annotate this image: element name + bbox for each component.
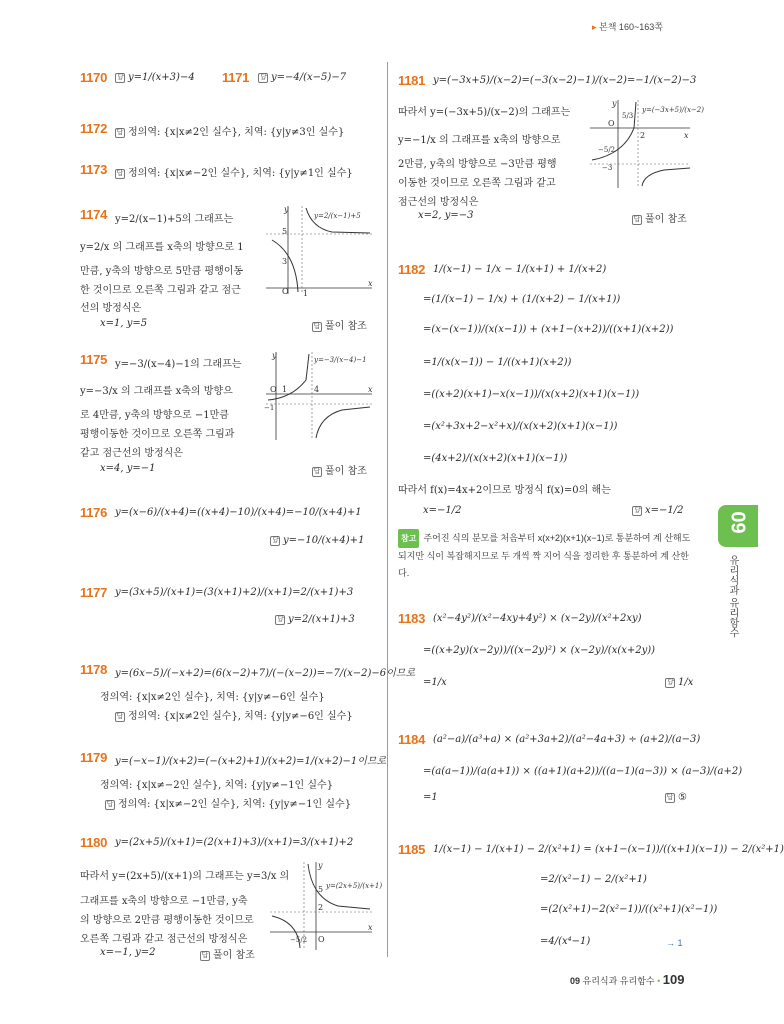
- solution-line: y=(6x−5)/(−x+2)=(6(x−2)+7)/(−(x−2))=−7/(x−2)−6이므로: [115, 668, 416, 679]
- problem-answer: 답 정의역: {x|x≠−2인 실수}, 치역: {y|y≠1인 실수}: [116, 168, 353, 179]
- solution-line: 1/(x−1) − 1/(x+1) − 2/(x²+1) = (x+1−(x−1))/((x+1)(x−1)) − 2/(x²+1): [433, 844, 784, 855]
- solution-line: =((x+2)(x+1)−x(x−1))/(x(x+2)(x+1)(x−1)): [423, 389, 640, 400]
- problem-number: 1172: [80, 121, 108, 136]
- problem-number: 1170: [80, 70, 108, 85]
- continue-arrow: → 1: [666, 938, 683, 948]
- svg-text:O: O: [282, 287, 289, 296]
- answer-icon: 답: [666, 794, 674, 801]
- answer-icon: 답: [633, 507, 641, 514]
- problem-number: 1185: [398, 842, 426, 857]
- solution-line: 한 것이므로 오른쪽 그림과 같고 점근: [80, 285, 241, 296]
- chapter-tab-number: 09: [726, 511, 749, 534]
- solution-line: 오른쪽 그림과 같고 점근선의 방정식은: [80, 934, 248, 945]
- problem-number: 1180: [80, 835, 108, 850]
- problem-number: 1173: [80, 162, 108, 177]
- solution-line: 정의역: {x|x≠−2인 실수}, 치역: {y|y≠−1인 실수}: [100, 780, 334, 791]
- svg-text:−1: −1: [264, 404, 275, 412]
- problem-number: 1181: [398, 73, 426, 88]
- note-box: [398, 529, 698, 582]
- graph-label: y=(2x+5)/(x+1): [326, 882, 383, 890]
- svg-text:x: x: [368, 385, 373, 394]
- solution-line: =1: [423, 792, 438, 803]
- answer-icon: 답: [633, 216, 641, 223]
- solution-line: =(x²+3x+2−x²+x)/(x(x+2)(x+1)(x−1)): [423, 421, 618, 432]
- chapter-tab-label: 유리식과 유리함수: [727, 555, 738, 638]
- solution-line: y=(−3x+5)/(x−2)=(−3(x−2)−1)/(x−2)=−1/(x−2)−3: [433, 75, 697, 86]
- asymptote-answer: x=−1, y=2: [100, 947, 156, 958]
- problem-answer: 답 정의역: {x|x≠2인 실수}, 치역: {y|y≠3인 실수}: [116, 127, 345, 138]
- asymptote-answer: x=2, y=−3: [418, 210, 474, 221]
- answer-icon: 답: [259, 74, 267, 81]
- solution-line: y=2/x 의 그래프를 x축의 방향으로 1: [80, 242, 244, 253]
- svg-text:2: 2: [640, 131, 646, 140]
- problem-number: 1176: [80, 505, 108, 520]
- svg-text:O: O: [608, 119, 615, 128]
- solution-line: 이동한 것이므로 오른쪽 그림과 같고: [398, 178, 556, 189]
- solution-line: 선의 방정식은: [80, 303, 142, 314]
- solution-line: 따라서 y=(−3x+5)/(x−2)의 그래프는: [398, 107, 571, 118]
- see-solution: 답 풀이 참조: [313, 321, 367, 332]
- answer-icon: 답: [116, 170, 124, 177]
- solution-line: 2만큼, y축의 방향으로 −3만큼 평행: [398, 159, 557, 170]
- solution-line: 1/(x−1) − 1/x − 1/(x+1) + 1/(x+2): [433, 264, 607, 275]
- graph-1174: [262, 204, 374, 296]
- svg-text:−5/2: −5/2: [290, 936, 308, 944]
- solution-line: =1/(x(x−1)) − 1/((x+1)(x+2)): [423, 357, 572, 368]
- graph-label: y=(−3x+5)/(x−2): [642, 106, 704, 114]
- problem-answer: 답 1/x: [666, 677, 694, 688]
- svg-text:x: x: [368, 279, 373, 288]
- graph-label: y=−3/(x−4)−1: [314, 356, 367, 364]
- svg-text:5/3: 5/3: [622, 112, 634, 120]
- solution-line: =4/(x⁴−1): [540, 936, 591, 947]
- answer-icon: 답: [116, 129, 124, 136]
- solution-line: 따라서 y=(2x+5)/(x+1)의 그래프는 y=3/x 의: [80, 871, 290, 882]
- solution-line: x=−1/2: [423, 505, 462, 516]
- footer: [570, 972, 684, 987]
- graph-label: y=2/(x−1)+5: [314, 212, 361, 220]
- problem-number: 1174: [80, 207, 108, 222]
- svg-text:y: y: [284, 205, 289, 214]
- answer-icon: 답: [271, 537, 279, 544]
- solution-line: (x²−4y²)/(x²−4xy+4y²) × (x−2y)/(x²+2xy): [433, 613, 642, 624]
- answer-icon: 답: [313, 323, 321, 330]
- solution-line: 정의역: {x|x≠2인 실수}, 치역: {y|y≠−6인 실수}: [100, 692, 325, 703]
- solution-line: =(a(a−1))/(a(a+1)) × ((a+1)(a+2))/((a−1)(a−3)) × (a−3)/(a+2): [423, 766, 743, 777]
- problem-answer: 답 y=−4/(x−5)−7: [259, 72, 347, 83]
- problem-answer: 답 y=2/(x+1)+3: [276, 614, 355, 625]
- solution-line: 로 4만큼, y축의 방향으로 −1만큼: [80, 410, 229, 421]
- solution-line: 의 방향으로 2만큼 평행이동한 것이므로: [80, 915, 254, 926]
- solution-line: (a²−a)/(a³+a) × (a²+3a+2)/(a²−4a+3) ÷ (a+2)/(a−3): [433, 734, 701, 745]
- svg-text:O: O: [270, 385, 277, 394]
- solution-line: 따라서 f(x)=4x+2이므로 방정식 f(x)=0의 해는: [398, 485, 611, 496]
- solution-line: y=(x−6)/(x+4)=((x+4)−10)/(x+4)=−10/(x+4)+1: [115, 507, 362, 518]
- problem-answer: 답 ⑤: [666, 792, 687, 803]
- page-reference-text: 본책 160~163쪽: [599, 22, 663, 32]
- problem-answer: 답 x=−1/2: [633, 505, 684, 516]
- chapter-tab: [718, 505, 758, 547]
- note-tag: 참고: [398, 529, 419, 548]
- svg-text:x: x: [684, 131, 689, 140]
- column-divider: [387, 62, 388, 957]
- problem-number: 1171: [222, 70, 250, 85]
- footer-chapter-number: 09: [570, 976, 581, 986]
- footer-chapter-title: 유리식과 유리함수: [582, 976, 655, 986]
- problem-number: 1179: [80, 750, 108, 765]
- svg-text:3: 3: [282, 257, 288, 266]
- svg-text:4: 4: [314, 385, 320, 394]
- page-reference: [592, 20, 663, 33]
- problem-number: 1182: [398, 262, 426, 277]
- solution-line: y=(2x+5)/(x+1)=(2(x+1)+3)/(x+1)=3/(x+1)+2: [115, 837, 354, 848]
- problem-answer: 답 y=−10/(x+4)+1: [271, 535, 365, 546]
- svg-text:O: O: [318, 935, 325, 944]
- solution-line: y=2/(x−1)+5의 그래프는: [115, 214, 234, 225]
- solution-line: y=−3/x 의 그래프를 x축의 방향으: [80, 386, 233, 397]
- svg-text:y: y: [272, 351, 277, 360]
- solution-line: y=(3x+5)/(x+1)=(3(x+1)+2)/(x+1)=2/(x+1)+3: [115, 587, 354, 598]
- svg-text:5: 5: [318, 885, 324, 894]
- footer-bullet: •: [657, 976, 661, 986]
- svg-text:y: y: [612, 99, 617, 108]
- svg-text:1: 1: [303, 289, 309, 298]
- answer-icon: 답: [116, 713, 124, 720]
- see-solution: 답 풀이 참조: [313, 466, 367, 477]
- graph-1181: [588, 98, 704, 190]
- problem-number: 1175: [80, 352, 108, 367]
- asymptote-answer: x=1, y=5: [100, 318, 148, 329]
- answer-icon: 답: [666, 679, 674, 686]
- solution-line: y=−1/x 의 그래프를 x축의 방향으로: [398, 135, 561, 146]
- solution-line: =2/(x²−1) − 2/(x²+1): [540, 874, 647, 885]
- see-solution: 답 풀이 참조: [201, 950, 255, 961]
- answer-icon: 답: [106, 801, 114, 808]
- solution-line: =(1/(x−1) − 1/x) + (1/(x+2) − 1/(x+1)): [423, 294, 621, 305]
- solution-line: =((x+2y)(x−2y))/((x−2y)²) × (x−2y)/(x(x+2y)): [423, 645, 656, 656]
- svg-text:y: y: [318, 861, 323, 870]
- answer-icon: 답: [276, 616, 284, 623]
- problem-answer: 답 정의역: {x|x≠2인 실수}, 치역: {y|y≠−6인 실수}: [116, 711, 353, 722]
- solution-line: =1/x: [423, 677, 447, 688]
- solution-line: 점근선의 방정식은: [398, 197, 479, 208]
- solution-line: =(4x+2)/(x(x+2)(x+1)(x−1)): [423, 453, 568, 464]
- problem-number: 1177: [80, 585, 108, 600]
- problem-number: 1183: [398, 611, 426, 626]
- solution-line: =(x−(x−1))/(x(x−1)) + (x+1−(x+2))/((x+1)(x+2)): [423, 324, 674, 335]
- page-number: 109: [662, 972, 685, 987]
- solution-line: y=(−x−1)/(x+2)=(−(x+2)+1)/(x+2)=1/(x+2)−1이므로: [115, 756, 387, 767]
- svg-text:x: x: [368, 923, 373, 932]
- svg-text:2: 2: [318, 903, 324, 912]
- solution-line: =(2(x²+1)−2(x²−1))/((x²+1)(x²−1)): [540, 904, 718, 915]
- answer-icon: 답: [116, 74, 124, 81]
- svg-text:5: 5: [282, 227, 288, 236]
- note-text: 주어진 식의 분모를 처음부터 x(x+2)(x+1)(x−1)로 통분하여 계 산해도 되지만 식이 복잡해지므로 두 개씩 짝 지어 식을 정리한 후 통분하여 계 산한다.: [398, 533, 691, 578]
- arrow-icon: ▸: [592, 22, 597, 32]
- solution-line: 평행이동한 것이므로 오른쪽 그림과: [80, 429, 235, 440]
- problem-answer: 답 정의역: {x|x≠−2인 실수}, 치역: {y|y≠−1인 실수}: [106, 799, 352, 810]
- problem-answer: 답 y=1/(x+3)−4: [116, 72, 195, 83]
- svg-text:−3: −3: [602, 164, 613, 172]
- answer-icon: 답: [201, 952, 209, 959]
- problem-number: 1178: [80, 662, 108, 677]
- problem-number: 1184: [398, 732, 426, 747]
- graph-1175: [262, 350, 374, 442]
- asymptote-answer: x=4, y=−1: [100, 463, 156, 474]
- solution-line: 같고 점근선의 방정식은: [80, 448, 183, 459]
- solution-line: y=−3/(x−4)−1의 그래프는: [115, 359, 242, 370]
- graph-1180: [268, 860, 383, 952]
- svg-text:−5/2: −5/2: [598, 146, 616, 154]
- solution-line: 만큼, y축의 방향으로 5만큼 평행이동: [80, 266, 244, 277]
- svg-text:1: 1: [282, 385, 288, 394]
- see-solution: 답 풀이 참조: [633, 214, 687, 225]
- answer-icon: 답: [313, 468, 321, 475]
- solution-line: 그래프를 x축의 방향으로 −1만큼, y축: [80, 896, 248, 907]
